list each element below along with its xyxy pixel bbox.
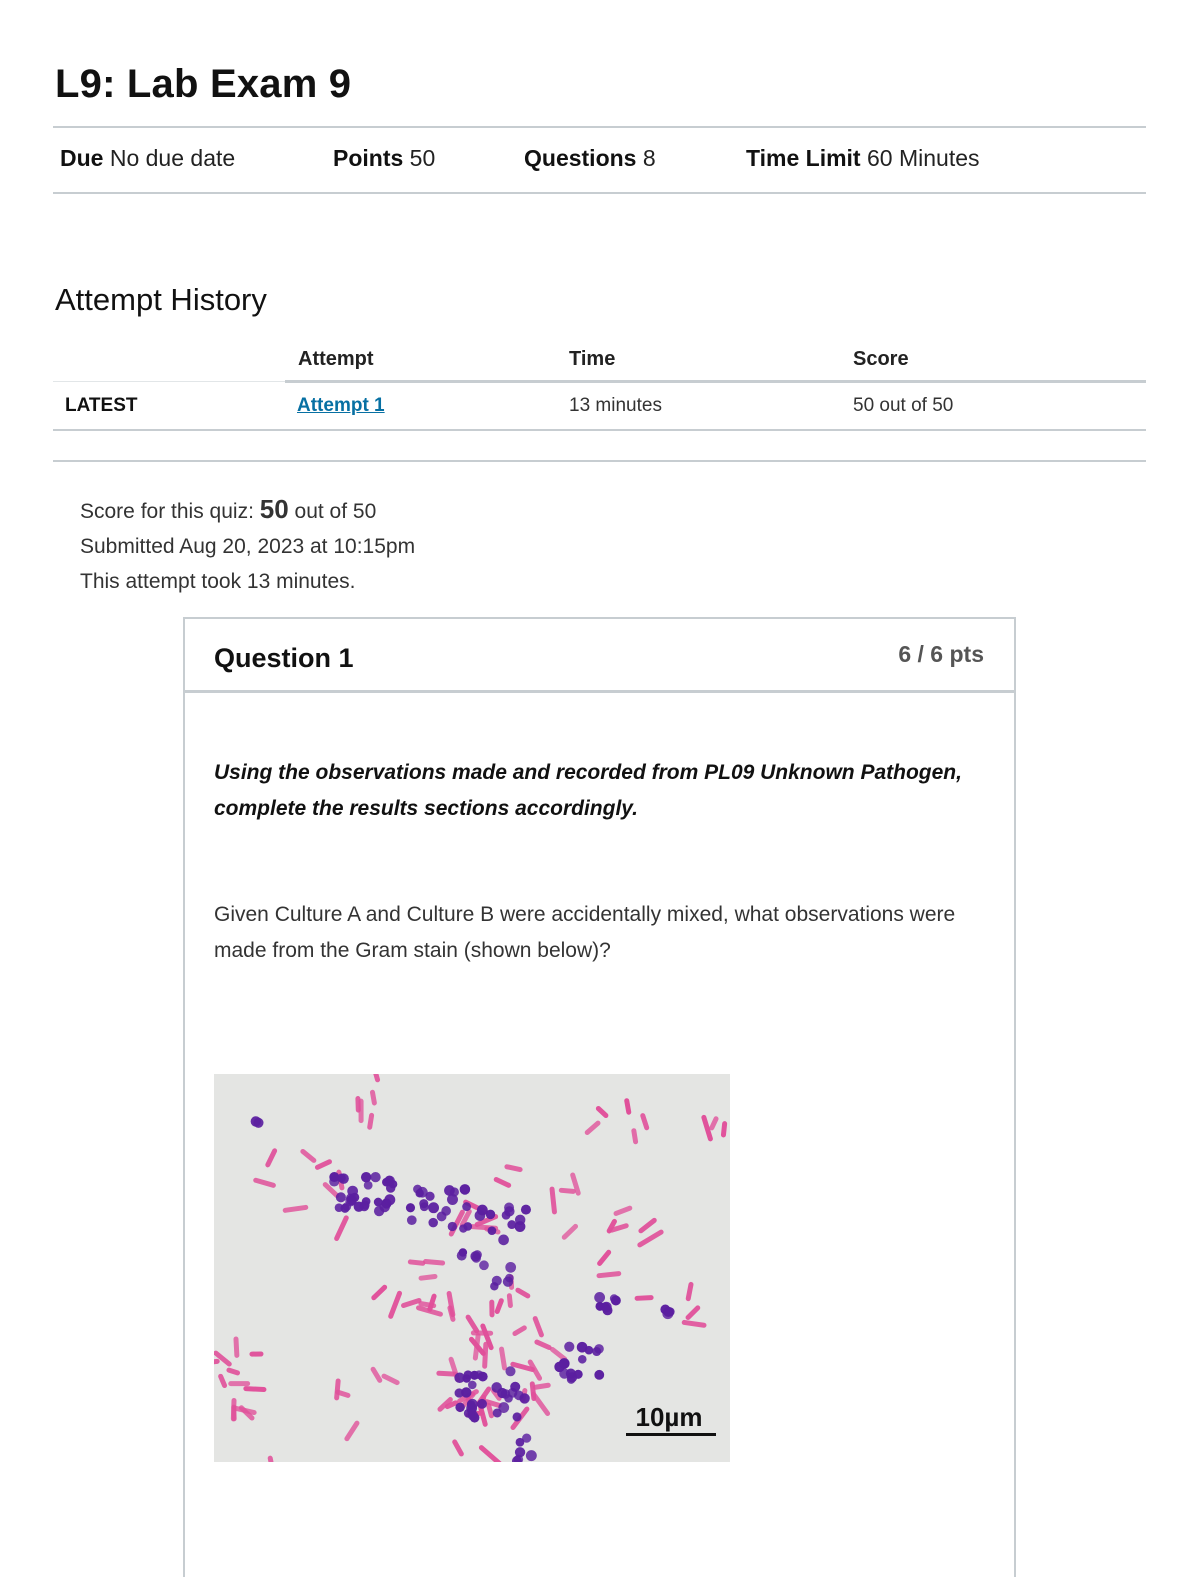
gram-positive-coccus	[578, 1355, 587, 1364]
questions-value: 8	[642, 145, 656, 171]
gram-positive-coccus	[498, 1235, 509, 1246]
gram-positive-coccus	[336, 1192, 346, 1202]
gram-positive-coccus	[477, 1399, 487, 1409]
gram-positive-coccus	[574, 1370, 583, 1379]
question-header	[185, 619, 1014, 693]
gram-stain-image	[214, 1074, 730, 1462]
gram-positive-coccus	[470, 1413, 480, 1423]
gram-positive-coccus	[519, 1393, 529, 1403]
gram-positive-coccus	[505, 1262, 516, 1273]
question-points: 6 / 6 pts	[898, 641, 984, 667]
divider	[53, 460, 1146, 462]
gram-positive-coccus	[492, 1276, 502, 1286]
attempt-history-title: Attempt History	[55, 282, 267, 317]
gram-positive-coccus	[559, 1358, 570, 1369]
gram-positive-coccus	[513, 1412, 522, 1421]
gram-positive-coccus	[521, 1205, 531, 1215]
question-text: Given Culture A and Culture B were accidentally mixed, what observations were made from the Gram stain (shown below)?	[214, 903, 956, 962]
due-label: Due	[60, 145, 104, 171]
gram-positive-coccus	[462, 1202, 471, 1211]
gram-negative-rod	[228, 1381, 250, 1386]
gram-positive-coccus	[577, 1342, 588, 1353]
gram-positive-coccus	[559, 1368, 569, 1378]
gram-negative-rod	[249, 1351, 263, 1356]
gram-positive-coccus	[488, 1226, 497, 1235]
score-value: 50	[259, 494, 289, 524]
gram-negative-rod	[634, 1295, 653, 1301]
gram-positive-coccus	[594, 1370, 604, 1380]
column-header-score: Score	[853, 348, 909, 370]
gram-stain-micrograph	[214, 1074, 730, 1462]
gram-positive-coccus	[479, 1260, 489, 1270]
gram-positive-coccus	[406, 1203, 415, 1212]
gram-positive-coccus	[428, 1218, 437, 1227]
due-value: No due date	[109, 145, 236, 171]
gram-positive-coccus	[347, 1195, 357, 1205]
score-prefix: Score for this quiz:	[80, 500, 254, 523]
gram-positive-coccus	[361, 1172, 371, 1182]
gram-positive-coccus	[425, 1192, 434, 1201]
gram-positive-coccus	[594, 1292, 605, 1303]
gram-positive-coccus	[437, 1212, 447, 1222]
gram-positive-coccus	[510, 1382, 520, 1392]
gram-positive-coccus	[419, 1199, 428, 1208]
gram-positive-coccus	[486, 1210, 496, 1220]
gram-positive-coccus	[497, 1388, 507, 1398]
gram-positive-coccus	[472, 1253, 481, 1262]
gram-positive-coccus	[455, 1403, 464, 1412]
gram-positive-coccus	[253, 1118, 263, 1128]
gram-positive-coccus	[522, 1434, 531, 1443]
gram-positive-coccus	[526, 1450, 537, 1461]
column-header-attempt: Attempt	[298, 348, 374, 370]
gram-positive-coccus	[660, 1305, 670, 1315]
table-header-rule	[285, 380, 1146, 383]
attempt-1-link[interactable]: Attempt 1	[297, 395, 385, 416]
gram-positive-coccus	[592, 1347, 601, 1356]
gram-positive-coccus	[340, 1204, 349, 1213]
gram-positive-coccus	[370, 1172, 380, 1182]
gram-positive-coccus	[374, 1198, 383, 1207]
gram-negative-rod	[489, 1300, 494, 1318]
submitted-time: Submitted Aug 20, 2023 at 10:15pm	[80, 535, 416, 558]
gram-positive-coccus	[498, 1402, 509, 1413]
time-limit-info	[746, 145, 980, 172]
gram-positive-coccus	[384, 1194, 395, 1205]
gram-positive-coccus	[564, 1342, 574, 1352]
gram-negative-rod	[471, 1330, 493, 1335]
column-header-time: Time	[569, 348, 616, 370]
gram-positive-coccus	[505, 1274, 514, 1283]
scale-bar	[626, 1433, 716, 1436]
gram-positive-coccus	[610, 1294, 618, 1302]
table-row-rule	[53, 429, 1146, 431]
time-limit-value: 60 Minutes	[867, 145, 980, 171]
divider	[53, 192, 1146, 194]
gram-positive-coccus	[459, 1224, 467, 1232]
gram-positive-coccus	[461, 1387, 471, 1397]
divider	[53, 126, 1146, 128]
scale-bar-label: 10µm	[635, 1402, 703, 1432]
gram-positive-coccus	[515, 1221, 526, 1232]
gram-positive-coccus	[470, 1371, 479, 1380]
gram-positive-coccus	[603, 1305, 613, 1315]
gram-negative-rod	[231, 1398, 237, 1422]
question-instructions: Using the observations made and recorded from PL09 Unknown Pathogen, complete the results sections accordingly.	[214, 761, 962, 820]
question-title: Question 1	[214, 643, 354, 673]
gram-positive-coccus	[407, 1215, 417, 1225]
quiz-score	[80, 494, 376, 525]
gram-positive-coccus	[460, 1184, 471, 1195]
gram-positive-coccus	[385, 1176, 395, 1186]
questions-label: Questions	[524, 145, 637, 171]
gram-positive-coccus	[448, 1222, 457, 1231]
attempt-duration: This attempt took 13 minutes.	[80, 570, 356, 593]
gram-positive-coccus	[459, 1248, 467, 1256]
gram-positive-coccus	[444, 1185, 455, 1196]
score-suffix: out of 50	[294, 500, 377, 523]
gram-positive-coccus	[360, 1202, 369, 1211]
page-title: L9: Lab Exam 9	[55, 62, 352, 106]
gram-positive-coccus	[504, 1206, 514, 1216]
gram-positive-coccus	[475, 1210, 486, 1221]
gram-positive-coccus	[467, 1400, 475, 1408]
question-card	[183, 617, 1016, 1577]
attempt-time: 13 minutes	[569, 395, 662, 416]
time-limit-label: Time Limit	[746, 145, 861, 171]
gram-positive-coccus	[337, 1174, 346, 1183]
table-header-rule	[53, 381, 285, 382]
points-value: 50	[409, 145, 436, 171]
questions-info	[524, 145, 656, 172]
due-info	[60, 145, 235, 172]
attempt-score: 50 out of 50	[853, 395, 954, 416]
latest-label: LATEST	[65, 395, 138, 416]
gram-positive-coccus	[505, 1366, 515, 1376]
points-info	[333, 145, 435, 172]
gram-positive-coccus	[468, 1381, 477, 1390]
gram-positive-coccus	[428, 1202, 439, 1213]
gram-negative-rod	[355, 1096, 361, 1113]
points-label: Points	[333, 145, 404, 171]
